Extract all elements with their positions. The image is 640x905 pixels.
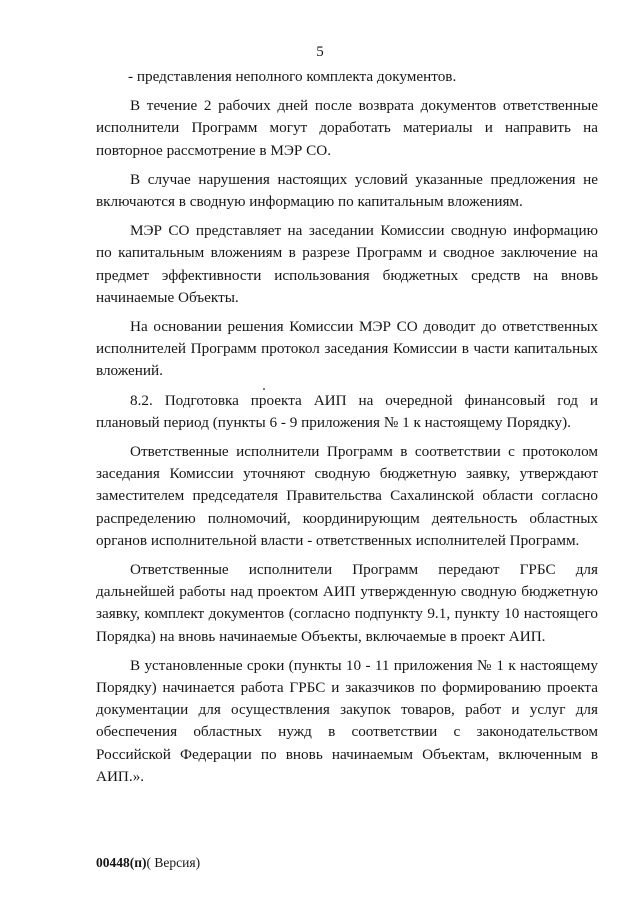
page-number: 5: [316, 44, 324, 60]
paragraph: - представления неполного комплекта документов.: [128, 68, 457, 85]
document-footer: [96, 855, 200, 871]
version-label: ( Версия): [146, 855, 201, 870]
scan-speck: [263, 388, 265, 390]
paragraph: В случае нарушения настоящих условий указанные предложения не включаются в сводную информацию по капитальным вложениям.: [96, 170, 598, 211]
paragraph: На основании решения Комиссии МЭР СО доводит до ответственных исполнителей Программ протокол заседания Комиссии в части капитальных вложений.: [96, 318, 598, 380]
paragraph: МЭР СО представляет на заседании Комиссии сводную информацию по капитальным вложениям в разрезе Программ и сводное заключение на предмет эффективности использования бюджетных средств на вновь начинаемые Объекты.: [96, 222, 598, 306]
paragraph: 8.2. Подготовка проекта АИП на очередной финансовый год и плановый период (пункты 6 - 9 приложения № 1 к настоящему Порядку).: [96, 391, 598, 431]
paragraph: Ответственные исполнители Программ передают ГРБС для дальнейшей работы над проектом АИП утвержденную сводную бюджетную заявку, комплект документов (согласно подпункту 9.1, пункту 10 настоящего Порядка) на вновь начинаемые Объекты, включаемые в проект АИП.: [96, 561, 598, 645]
document-code: 00448(п): [96, 855, 147, 870]
paragraph: Ответственные исполнители Программ в соответствии с протоколом заседания Комиссии уточняют сводную бюджетную заявку, утверждают заместителем председателя Правительства Сахалинской области согласно распределению полномочий, координирующим деятельность областных органов исполнительной власти - ответственных исполнителей Программ.: [96, 443, 598, 549]
document-body: [96, 66, 598, 795]
paragraph: В течение 2 рабочих дней после возврата документов ответственные исполнители Программ могут доработать материалы и направить на повторное рассмотрение в МЭР СО.: [96, 97, 598, 159]
paragraph: В установленные сроки (пункты 10 - 11 приложения № 1 к настоящему Порядку) начинается работа ГРБС и заказчиков по формированию проекта документации для осуществления закупок товаров, работ и услуг для обеспечения областных нужд в соответствии с законодательством Российской Федерации по вновь начинаемым Объектам, включенным в АИП.».: [96, 656, 598, 785]
